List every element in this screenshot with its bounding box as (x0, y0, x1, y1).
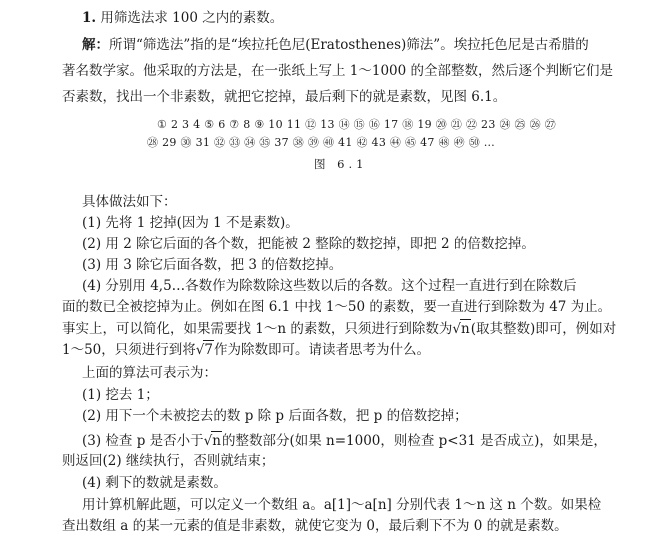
method-intro: 具体做法如下： (82, 194, 177, 210)
method-step-3: (3) 用 3 除它后面各数，把 3 的倍数挖掉。 (82, 257, 343, 273)
solution-text-1: 所谓“筛选法”指的是“埃拉托色尼(Eratosthenes)筛法”。埃拉托色尼是古希腊的 (109, 37, 589, 53)
method-step-4-text-c: 1～50，只须进行到将 (62, 342, 196, 358)
method-step-4-line-4 (62, 340, 430, 359)
problem-text: 用筛选法求 100 之内的素数。 (100, 10, 284, 26)
sqrt-radicand: n (212, 433, 221, 449)
sqrt-radicand: n (460, 321, 470, 337)
method-step-2: (2) 用 2 除它后面的各个数，把能被 2 整除的数挖掉，即把 2 的倍数挖掉。 (82, 236, 535, 252)
solution-label: 解： (82, 37, 109, 53)
method-step-4-line-2: 面的数已全被挖掉为止。例如在图 6.1 中找 1～50 的素数，要一直进行到除数为 47 为止。 (62, 299, 612, 315)
problem-title (82, 9, 283, 27)
algorithm-step-3-text-b: 的整数部分(如果 n=1000，则检查 p<31 是否成立)，如果是， (221, 433, 607, 449)
method-step-4-text-d: 作为除数即可。请读者思考为什么。 (213, 342, 430, 358)
algorithm-step-1: (1) 挖去 1； (82, 387, 159, 403)
solution-line-1 (82, 36, 589, 54)
algorithm-step-3 (82, 431, 607, 450)
computer-line-1: 用计算机解此题，可以定义一个数组 a。a[1]～a[n] 分别代表 1～n 这 n 个数。如果检 (82, 497, 602, 513)
method-step-4-line-3 (62, 319, 616, 338)
figure-caption: 图 6.1 (314, 157, 368, 171)
algorithm-step-4: (4) 剩下的数就是素数。 (82, 475, 227, 491)
computer-line-2: 查出数组 a 的某一元素的值是非素数，就使它变为 0，最后剩下不为 0 的就是素数。 (62, 518, 568, 534)
sqrt-sign: √ (452, 321, 461, 337)
figure-row-1: ① 2 3 4 ⑤ 6 ⑦ 8 ⑨ 10 11 ⑫ 13 ⑭ ⑮ ⑯ 17 ⑱ 19 ⑳ ㉑ ㉒ 23 ㉔ ㉕ ㉖ ㉗ (157, 118, 557, 131)
method-step-4-line-1: (4) 分别用 4,5…各数作为除数除这些数以后的各数。这个过程一直进行到在除数后 (82, 278, 577, 294)
algorithm-step-3-text-a: (3) 检查 p 是否小于 (82, 433, 204, 449)
algorithm-intro: 上面的算法可表示为： (82, 365, 217, 381)
algorithm-step-3-line-2: 则返回(2) 继续执行，否则就结束； (62, 453, 275, 469)
figure-row-2: ㉘ 29 ㉚ 31 ㉜ ㉝ ㉞ ㉟ 37 ㊳ ㊴ ㊵ 41 ㊷ 43 ㊹ ㊺ 47 ㊽ ㊾ ㊿ … (147, 136, 496, 149)
method-step-1: (1) 先将 1 挖掉(因为 1 不是素数)。 (82, 215, 299, 231)
method-step-4-text-a: 事实上，可以简化，如果需要找 1～n 的素数，只须进行到除数为 (62, 321, 453, 337)
sqrt-radicand: 7 (204, 342, 213, 358)
sqrt-sign: √ (203, 433, 213, 449)
problem-number: 1. (82, 10, 97, 26)
sqrt-sign: √ (195, 342, 205, 358)
solution-line-3: 否素数，找出一个非素数，就把它挖掉，最后剩下的就是素数，见图 6.1。 (62, 89, 507, 105)
algorithm-step-2: (2) 用下一个未被挖去的数 p 除 p 后面各数，把 p 的倍数挖掉； (82, 408, 468, 424)
method-step-4-text-b: (取其整数)即可，例如对 (470, 321, 617, 337)
solution-line-2: 著名数学家。他采取的方法是，在一张纸上写上 1～1000 的全部整数，然后逐个判断它们是 (62, 63, 614, 79)
